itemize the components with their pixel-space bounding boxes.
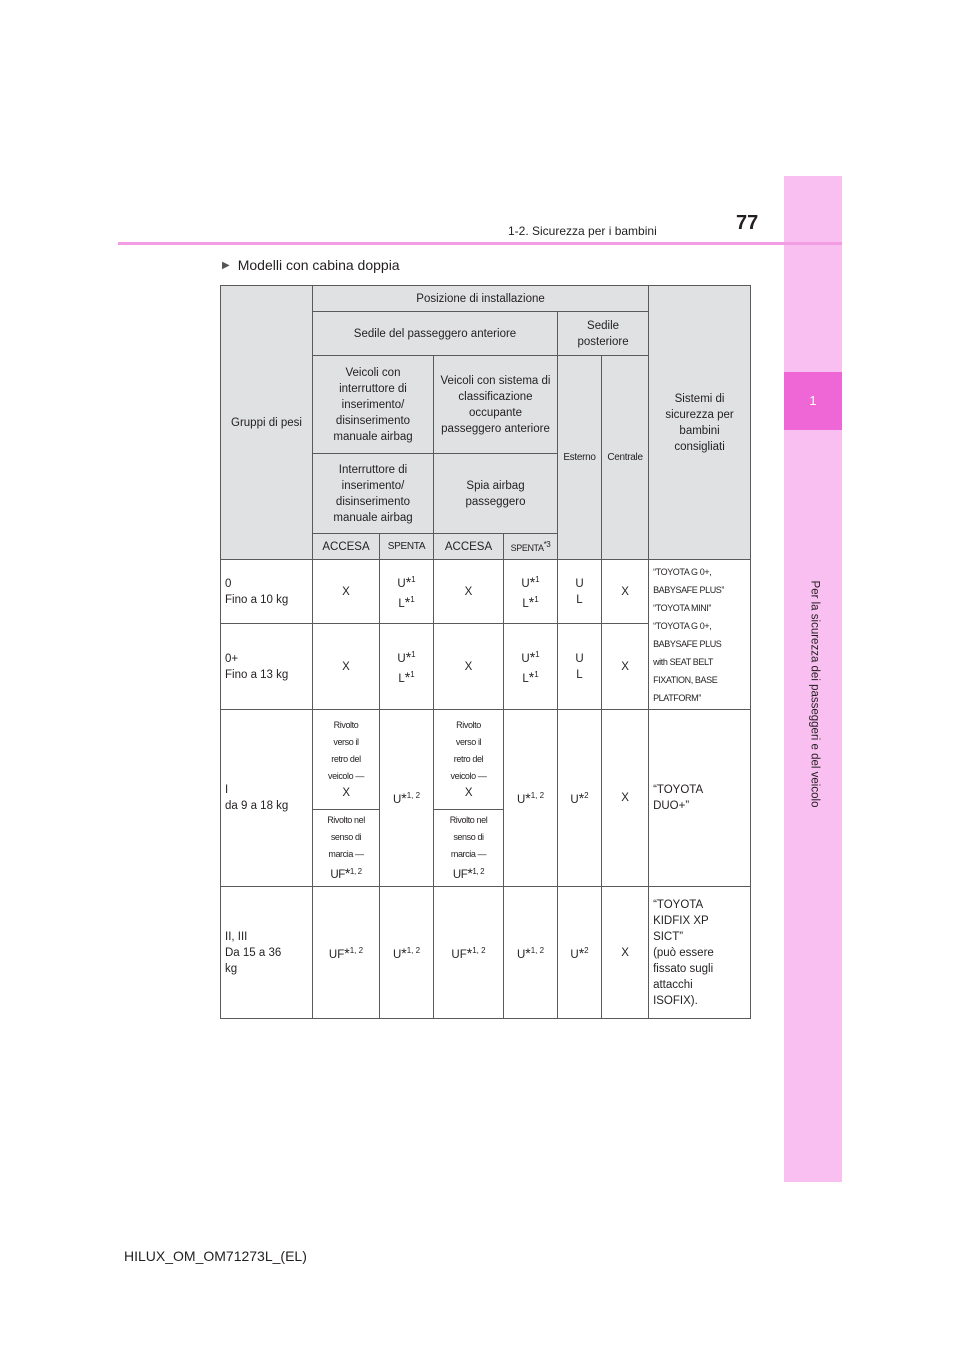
forward-facing-cell: Rivolto nel senso di marcia — UF*1, 2 bbox=[313, 810, 380, 887]
child-seat-table bbox=[220, 285, 751, 1019]
value-cell: U*$^1$ L*$^1$ bbox=[504, 624, 558, 710]
group-cell: 0+ Fino a 13 kg bbox=[221, 624, 313, 710]
subheading bbox=[222, 257, 400, 273]
value-cell: U*$^1$ L*$^1$ bbox=[380, 624, 434, 710]
value-cell: U*$^{1, 2}$ bbox=[504, 710, 558, 887]
indicator-on-header: ACCESA bbox=[434, 534, 504, 560]
front-passenger-seat-header: Sedile del passeggero anteriore bbox=[313, 312, 558, 356]
triangle-bullet-icon: ▶ bbox=[222, 259, 230, 271]
value-cell: X bbox=[434, 624, 504, 710]
chapter-title: Per la sicurezza dei passeggeri e del veicolo bbox=[808, 580, 820, 808]
forward-facing-cell: Rivolto nel senso di marcia — UF*1, 2 bbox=[434, 810, 504, 887]
value-cell: U*$^{1, 2}$ bbox=[504, 887, 558, 1019]
table-row-group-1 bbox=[221, 710, 751, 810]
rear-seat-header: Sedile posteriore bbox=[558, 312, 649, 356]
page-number: 77 bbox=[736, 212, 759, 234]
value-cell: X bbox=[602, 710, 649, 887]
recommended-systems-header: Sistemi di sicurezza per bambini consigliati bbox=[649, 286, 751, 560]
value-cell: X bbox=[313, 624, 380, 710]
document-code: HILUX_OM_OM71273L_(EL) bbox=[124, 1248, 307, 1264]
value-cell: UF*$^{1, 2}$ bbox=[434, 887, 504, 1019]
value-cell: UF*$^{1, 2}$ bbox=[313, 887, 380, 1019]
section-title: 1-2. Sicurezza per i bambini bbox=[508, 224, 657, 238]
value-cell: U*$^1$ L*$^1$ bbox=[504, 560, 558, 624]
rear-facing-cell: Rivolto verso il retro del veicolo — X bbox=[313, 710, 380, 810]
recommended-cell: “TOYOTA DUO+” bbox=[649, 710, 751, 887]
value-cell: X bbox=[602, 560, 649, 624]
value-cell: U*$^{1, 2}$ bbox=[380, 887, 434, 1019]
vehicles-with-switch-header: Veicoli con interruttore di inserimento/ disinserimento manuale airbag bbox=[313, 356, 434, 454]
recommended-cell: “TOYOTA G 0+, BABYSAFE PLUS” “TOYOTA MINI” “TOYOTA G 0+, BABYSAFE PLUS with SEAT BELT FIXATION, BASE PLATFORM” bbox=[649, 560, 751, 710]
rear-facing-cell: Rivolto verso il retro del veicolo — X bbox=[434, 710, 504, 810]
value-cell: U*$^{1, 2}$ bbox=[380, 710, 434, 887]
value-cell: U*$^2$ bbox=[558, 887, 602, 1019]
value-cell: X bbox=[602, 887, 649, 1019]
recommended-cell: “TOYOTA KIDFIX XP SICT” (può essere fissato sugli attacchi ISOFIX). bbox=[649, 887, 751, 1019]
value-cell: X bbox=[602, 624, 649, 710]
chapter-side-tab bbox=[784, 176, 842, 1182]
switch-on-header: ACCESA bbox=[313, 534, 380, 560]
value-cell: X bbox=[434, 560, 504, 624]
group-cell: 0 Fino a 10 kg bbox=[221, 560, 313, 624]
value-cell: X bbox=[313, 560, 380, 624]
indicator-header: Spia airbag passeggero bbox=[434, 454, 558, 534]
table-row-group-0 bbox=[221, 560, 751, 624]
center-seat-header: Centrale bbox=[602, 356, 649, 560]
subheading-text: Modelli con cabina doppia bbox=[237, 257, 400, 273]
header-rule bbox=[118, 242, 842, 245]
indicator-off-header: SPENTA*3 bbox=[504, 534, 558, 560]
switch-header: Interruttore di inserimento/ disinserimento manuale airbag bbox=[313, 454, 434, 534]
installation-position-header: Posizione di installazione bbox=[313, 286, 649, 312]
weight-groups-header: Gruppi di pesi bbox=[221, 286, 313, 560]
vehicles-with-classification-header: Veicoli con sistema di classificazione occupante passeggero anteriore bbox=[434, 356, 558, 454]
table-row-group-2-3 bbox=[221, 887, 751, 1019]
group-cell: I da 9 a 18 kg bbox=[221, 710, 313, 887]
outer-seat-header: Esterno bbox=[558, 356, 602, 560]
group-cell: II, III Da 15 a 36 kg bbox=[221, 887, 313, 1019]
value-cell: U L bbox=[558, 624, 602, 710]
value-cell: U*$^2$ bbox=[558, 710, 602, 887]
value-cell: U L bbox=[558, 560, 602, 624]
value-cell: U*$^1$ L*$^1$ bbox=[380, 560, 434, 624]
chapter-number: 1 bbox=[784, 372, 842, 430]
switch-off-header: SPENTA bbox=[380, 534, 434, 560]
